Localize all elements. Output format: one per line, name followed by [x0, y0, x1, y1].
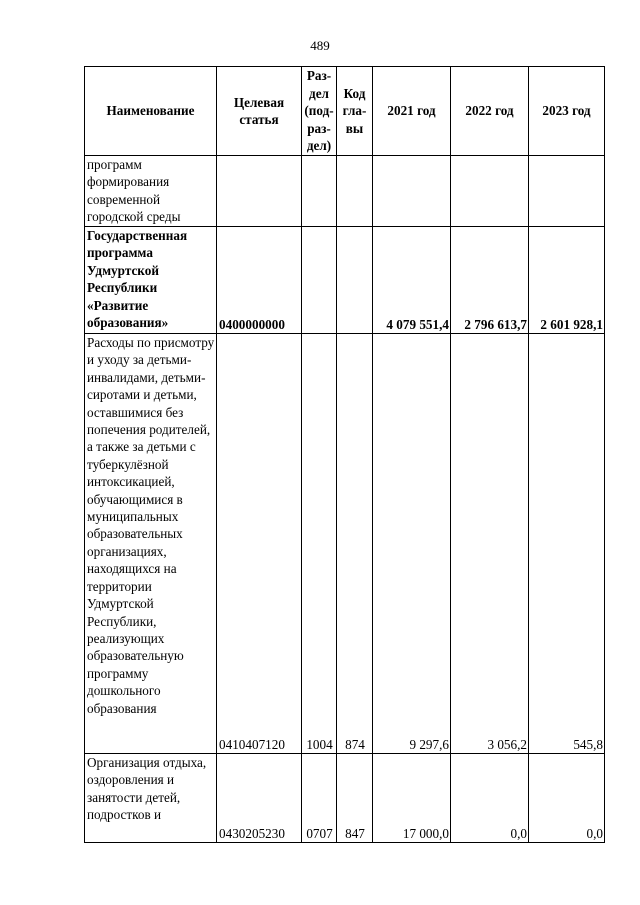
row-section: 0707: [302, 754, 337, 843]
header-2021: 2021 год: [373, 67, 451, 156]
header-chapter-code: Код гла-вы: [337, 67, 373, 156]
row-target-article: [217, 156, 302, 227]
row-2021: 4 079 551,4: [373, 227, 451, 334]
row-name: программ формирования современной городской среды: [85, 156, 217, 227]
row-2023: 545,8: [529, 334, 605, 754]
budget-table: [84, 66, 605, 843]
row-section: [302, 227, 337, 334]
table-row: [85, 334, 605, 754]
header-name: Наименование: [85, 67, 217, 156]
row-2023: 2 601 928,1: [529, 227, 605, 334]
row-section: [302, 156, 337, 227]
header-2022: 2022 год: [451, 67, 529, 156]
table-row: [85, 227, 605, 334]
row-2022: [451, 156, 529, 227]
row-2021: 9 297,6: [373, 334, 451, 754]
header-section: Раз-дел (под-раз-дел): [302, 67, 337, 156]
row-2022: 0,0: [451, 754, 529, 843]
row-chapter-code: [337, 227, 373, 334]
row-target-article: 0430205230: [217, 754, 302, 843]
row-2023: 0,0: [529, 754, 605, 843]
row-2021: [373, 156, 451, 227]
row-target-article: 0400000000: [217, 227, 302, 334]
row-name: Расходы по присмотру и уходу за детьми-инвалидами, детьми-сиротами и детьми, оставшимися без попечения родителей, а также за детьми с туберкулёзной интоксикацией, обучающимися в муниципальных образовательных организациях, находящихся на территории Удмуртской Республики, реализующих образовательную программу дошкольного образования: [85, 334, 217, 754]
header-target-article: Целевая статья: [217, 67, 302, 156]
page-number: 489: [310, 38, 330, 53]
row-2023: [529, 156, 605, 227]
header-row: [85, 67, 605, 156]
row-2022: 3 056,2: [451, 334, 529, 754]
row-name: Организация отдыха, оздоровления и занятости детей, подростков и: [85, 754, 217, 843]
table-row: [85, 754, 605, 843]
row-2022: 2 796 613,7: [451, 227, 529, 334]
header-2023: 2023 год: [529, 67, 605, 156]
row-chapter-code: 874: [337, 334, 373, 754]
row-name: Государственная программа Удмуртской Республики «Развитие образования»: [85, 227, 217, 334]
row-2021: 17 000,0: [373, 754, 451, 843]
row-chapter-code: 847: [337, 754, 373, 843]
table-row: [85, 156, 605, 227]
row-section: 1004: [302, 334, 337, 754]
row-target-article: 0410407120: [217, 334, 302, 754]
row-chapter-code: [337, 156, 373, 227]
